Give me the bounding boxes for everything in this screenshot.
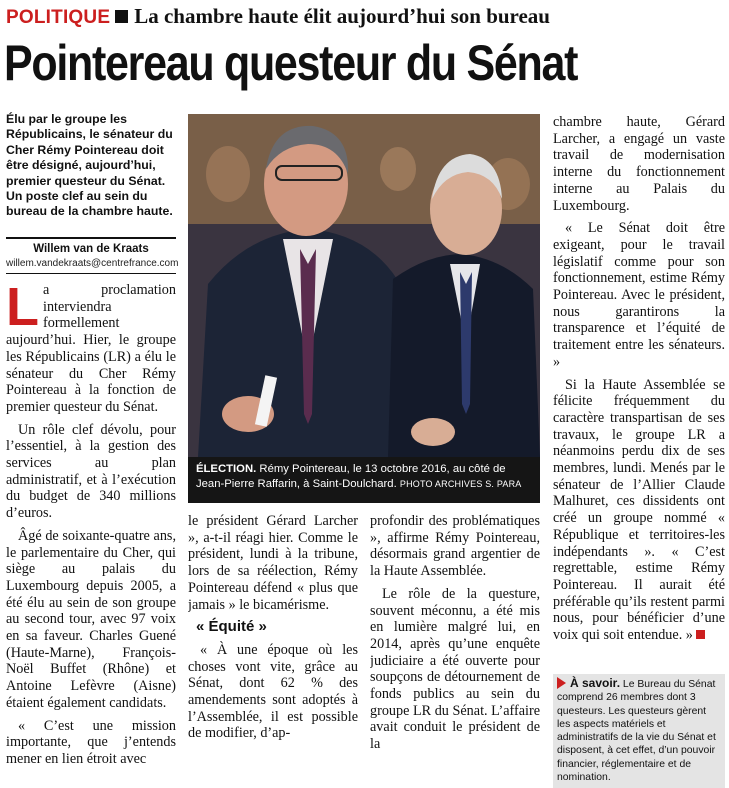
info-box-label: À savoir. — [570, 676, 621, 690]
kicker-subtitle: La chambre haute élit aujourd’hui son bureau — [134, 4, 550, 28]
article-paragraph: La proclamation interviendra formellement aujourd’hui. Hier, le groupe les Républicains (LR) a élu le sénateur du Cher Rémy Pointereau à la fonction de premier questeur du Sénat. — [6, 282, 176, 415]
photo-illustration — [188, 114, 540, 457]
article-paragraph: Le rôle de la questure, souvent méconnu, a été mis en lumière malgré lui, en 2014, après qu’une enquête judiciaire a été ouverte pour soupçons de détournement de fonds publics au sein du groupe LR du Sénat. L’affaire avait conduit le président de la — [370, 585, 540, 753]
article-paragraph: Un rôle clef dévolu, pour l’essentiel, à la gestion des services au plan administratif, et à l’exécution du budget de 340 millions d’euros. — [6, 421, 176, 522]
intertitle: « Équité » — [196, 618, 267, 636]
byline-rule-bottom — [6, 273, 176, 274]
author-email: willem.vandekraats@centrefrance.com — [6, 258, 179, 269]
article-column-4 — [553, 114, 725, 666]
article-paragraph: profondir des problématiques », affirme Rémy Pointereau, désormais grand argentier de la Haute Assemblée. — [370, 513, 540, 580]
kicker — [6, 4, 550, 30]
caption-label: ÉLECTION. — [196, 463, 257, 475]
byline-rule — [6, 237, 176, 239]
article-paragraph: « Le Sénat doit être exigeant, pour le travail législatif comme pour son fonctionnement, estime Rémy Pointereau. Avec le président, nous garantirons la transparence et l’équité de traitement entre les sénateurs. » — [553, 220, 725, 370]
article-paragraph: « À une époque où les choses vont vite, grâce au Sénat, dont 62 % des amendements sont adoptés à l’Assemblée, il est possible de modifier, d’ap- — [188, 641, 358, 742]
photo-credit: PHOTO ARCHIVES S. PARA — [399, 479, 522, 489]
article-paragraph: le président Gérard Larcher », a-t-il réagi hier. Comme le président, lundi à la tribune, lors de sa réélection, Rémy Pointereau défend « plus que jamais » le bicamérisme. — [188, 513, 358, 613]
article-paragraph: « C’est une mission importante, que j’entends mener en lien étroit avec — [6, 717, 176, 767]
article-paragraph: Si la Haute Assemblée se félicite fréquemment du caractère transpartisan de ses travaux, le groupe LR a néanmoins perdu dix de ses membres, lundi. Menés par le sénateur de l’Allier Claude Malhuret, ces dissidents ont créé un groupe nommé « République et territoires-les indépendants ». « C’est regrettable, estime Rémy Pointereau. Il aurait été préférable qu’ils restent parmi nous, pour bénéficier d’une voix qui soit entendue. » — [553, 376, 725, 644]
article-column-1 — [6, 282, 176, 782]
section-label: POLITIQUE — [6, 7, 111, 28]
end-mark-icon — [696, 630, 705, 639]
article-paragraph: Âgé de soixante-quatre ans, le parlementaire du Cher, qui siège au palais du Luxembourg depuis 2005, a été élu au sein de son groupe au second tour, avec 97 voix en sa faveur. Charles Guené (Haute-Marne), François-Noël Buffet (Rhône) et Antoine Lefèvre (Aisne) étaient également candidats. — [6, 527, 176, 711]
info-box-text: Le Bureau du Sénat comprend 26 membres dont 3 questeurs. Les questeurs gèrent les aspects matériels et administratifs de la vie du Sénat et disposent, à cet effet, d’un pouvoir financier, réglementaire et de nomination. — [557, 679, 716, 784]
article-paragraph: chambre haute, Gérard Larcher, a engagé un vaste travail de modernisation interne du fonctionnement interne au Palais du Luxembourg. — [553, 114, 725, 214]
article-column-3 — [370, 513, 540, 783]
arrow-right-icon — [557, 677, 566, 689]
drop-cap: L — [6, 282, 39, 337]
author-name: Willem van de Kraats — [33, 243, 149, 255]
square-bullet-icon — [115, 10, 128, 23]
article-column-2 — [188, 513, 358, 783]
info-box — [553, 674, 725, 788]
photo — [188, 114, 540, 457]
caption-text: Rémy Pointereau, le 13 octobre 2016, au côté de Jean-Pierre Raffarin, à Saint-Doulchard. — [196, 463, 506, 490]
headline: Pointereau questeur du Sénat — [4, 35, 578, 91]
photo-caption — [188, 457, 540, 503]
lead-paragraph: Élu par le groupe les Républicains, le sénateur du Cher Rémy Pointereau doit être désigné, aujourd’hui, premier questeur du Sénat. Un poste clef au sein du bureau de la chambre haute. — [6, 112, 173, 219]
